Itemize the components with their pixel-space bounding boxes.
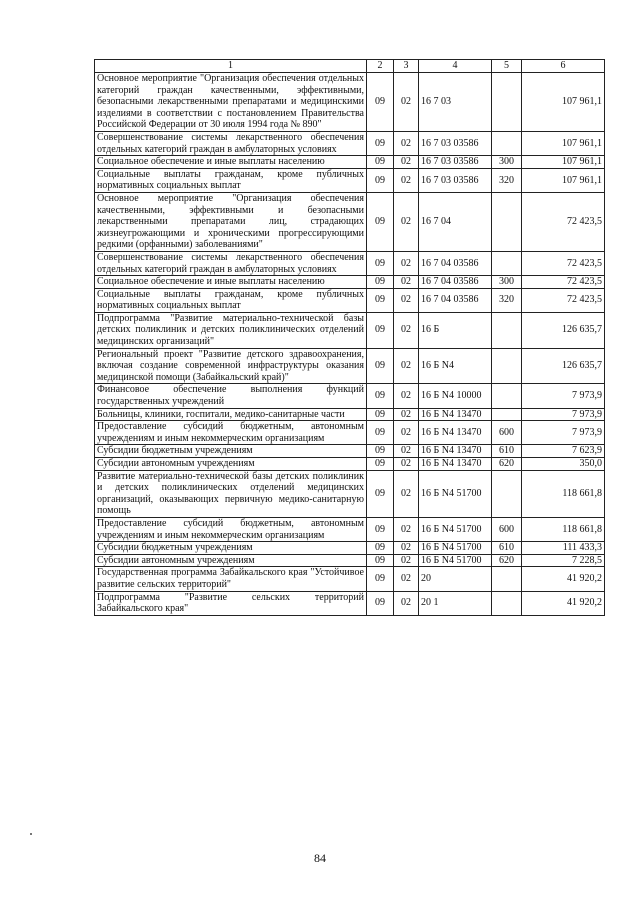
cell-section: 09 (367, 131, 394, 155)
cell-name: Субсидии бюджетным учреждениям (95, 542, 367, 555)
cell-amount: 7 973,9 (522, 408, 605, 421)
table-row (95, 542, 605, 555)
cell-amount: 107 961,1 (522, 156, 605, 169)
cell-target-article: 16 Б N4 13470 (419, 408, 492, 421)
cell-subsection: 02 (394, 458, 419, 471)
table-row (95, 408, 605, 421)
table-header-row (95, 60, 605, 73)
cell-expense-type (492, 192, 522, 251)
page-number: 84 (314, 851, 326, 865)
cell-name: Больницы, клиники, госпитали, медико-санитарные части (95, 408, 367, 421)
cell-amount: 7 973,9 (522, 384, 605, 408)
cell-name: Государственная программа Забайкальского края "Устойчивое развитие сельских территорий" (95, 567, 367, 591)
cell-section: 09 (367, 276, 394, 289)
table-row (95, 192, 605, 251)
budget-table (94, 59, 605, 616)
cell-target-article: 16 Б N4 51700 (419, 517, 492, 541)
cell-name: Подпрограмма "Развитие сельских территорий Забайкальского края" (95, 591, 367, 615)
cell-expense-type: 600 (492, 421, 522, 445)
table-row (95, 348, 605, 384)
cell-name: Основное мероприятие "Организация обеспечения качественными, эффективными и безопасными лекарственными препаратами лиц, страдающих жизнеугрожающими и хроническими прогрессирующими редкими (орфанными) заболеваниями" (95, 192, 367, 251)
cell-name: Развитие материально-технической базы детских поликлиник и детских поликлинических отделений медицинских организаций, оказывающих первичную медико-санитарную помощь (95, 470, 367, 517)
cell-target-article: 16 Б N4 10000 (419, 384, 492, 408)
cell-subsection: 02 (394, 408, 419, 421)
cell-expense-type: 320 (492, 288, 522, 312)
cell-subsection: 02 (394, 251, 419, 275)
cell-expense-type (492, 312, 522, 348)
cell-expense-type: 300 (492, 156, 522, 169)
cell-section: 09 (367, 156, 394, 169)
cell-name: Предоставление субсидий бюджетным, автономным учреждениям и иным некоммерческим организациям (95, 421, 367, 445)
cell-target-article: 16 Б N4 51700 (419, 554, 492, 567)
cell-expense-type: 610 (492, 542, 522, 555)
cell-section: 09 (367, 73, 394, 132)
table-row (95, 554, 605, 567)
header-col-1: 1 (95, 60, 367, 73)
cell-expense-type (492, 567, 522, 591)
cell-section: 09 (367, 168, 394, 192)
cell-expense-type: 620 (492, 554, 522, 567)
cell-subsection: 02 (394, 276, 419, 289)
cell-amount: 41 920,2 (522, 591, 605, 615)
table-row (95, 288, 605, 312)
table-row (95, 384, 605, 408)
header-col-3: 3 (394, 60, 419, 73)
cell-subsection: 02 (394, 591, 419, 615)
header-col-6: 6 (522, 60, 605, 73)
cell-name: Основное мероприятие "Организация обеспечения отдельных категорий граждан качественными, эффективными, безопасными лекарственными препаратами и медицинскими изделиями в соответствии с постановлением Правительства Российской Федерации от 30 июля 1994 года № 890" (95, 73, 367, 132)
cell-amount: 111 433,3 (522, 542, 605, 555)
cell-target-article: 16 7 03 03586 (419, 168, 492, 192)
cell-subsection: 02 (394, 470, 419, 517)
cell-subsection: 02 (394, 156, 419, 169)
cell-target-article: 16 7 03 03586 (419, 131, 492, 155)
table-row (95, 445, 605, 458)
table-row (95, 73, 605, 132)
cell-expense-type (492, 348, 522, 384)
cell-subsection: 02 (394, 168, 419, 192)
cell-section: 09 (367, 517, 394, 541)
cell-section: 09 (367, 251, 394, 275)
cell-amount: 107 961,1 (522, 168, 605, 192)
cell-section: 09 (367, 542, 394, 555)
cell-amount: 118 661,8 (522, 517, 605, 541)
cell-expense-type (492, 591, 522, 615)
cell-section: 09 (367, 312, 394, 348)
cell-amount: 72 423,5 (522, 288, 605, 312)
cell-expense-type (492, 73, 522, 132)
cell-amount: 7 623,9 (522, 445, 605, 458)
cell-name: Подпрограмма "Развитие материально-технической базы детских поликлиник и детских поликлинических отделений медицинских организаций" (95, 312, 367, 348)
header-col-4: 4 (419, 60, 492, 73)
cell-name: Социальное обеспечение и иные выплаты населению (95, 156, 367, 169)
cell-subsection: 02 (394, 73, 419, 132)
table-row (95, 131, 605, 155)
cell-target-article: 16 7 04 03586 (419, 251, 492, 275)
table-row (95, 168, 605, 192)
cell-amount: 72 423,5 (522, 276, 605, 289)
cell-subsection: 02 (394, 348, 419, 384)
cell-amount: 118 661,8 (522, 470, 605, 517)
cell-subsection: 02 (394, 384, 419, 408)
header-col-2: 2 (367, 60, 394, 73)
cell-subsection: 02 (394, 312, 419, 348)
cell-subsection: 02 (394, 288, 419, 312)
cell-amount: 72 423,5 (522, 192, 605, 251)
cell-amount: 126 635,7 (522, 312, 605, 348)
cell-amount: 107 961,1 (522, 73, 605, 132)
header-col-5: 5 (492, 60, 522, 73)
cell-target-article: 16 Б N4 13470 (419, 421, 492, 445)
cell-section: 09 (367, 445, 394, 458)
cell-name: Совершенствование системы лекарственного обеспечения отдельных категорий граждан в амбулаторных условиях (95, 131, 367, 155)
cell-expense-type (492, 408, 522, 421)
cell-target-article: 16 Б N4 51700 (419, 542, 492, 555)
cell-amount: 107 961,1 (522, 131, 605, 155)
cell-target-article: 16 Б N4 (419, 348, 492, 384)
cell-target-article: 16 7 04 (419, 192, 492, 251)
cell-subsection: 02 (394, 554, 419, 567)
cell-section: 09 (367, 470, 394, 517)
table-row (95, 421, 605, 445)
cell-section: 09 (367, 591, 394, 615)
table-row (95, 156, 605, 169)
cell-expense-type (492, 131, 522, 155)
cell-target-article: 16 Б N4 13470 (419, 458, 492, 471)
scan-dot (30, 833, 32, 835)
cell-name: Совершенствование системы лекарственного обеспечения отдельных категорий граждан в амбулаторных условиях (95, 251, 367, 275)
cell-expense-type: 610 (492, 445, 522, 458)
cell-expense-type: 320 (492, 168, 522, 192)
cell-expense-type (492, 470, 522, 517)
cell-section: 09 (367, 421, 394, 445)
table-row (95, 312, 605, 348)
cell-section: 09 (367, 384, 394, 408)
cell-amount: 72 423,5 (522, 251, 605, 275)
cell-name: Социальные выплаты гражданам, кроме публичных нормативных социальных выплат (95, 168, 367, 192)
cell-section: 09 (367, 348, 394, 384)
cell-name: Финансовое обеспечение выполнения функций государственных учреждений (95, 384, 367, 408)
cell-target-article: 20 (419, 567, 492, 591)
cell-name: Субсидии автономным учреждениям (95, 458, 367, 471)
cell-subsection: 02 (394, 567, 419, 591)
cell-subsection: 02 (394, 445, 419, 458)
cell-name: Предоставление субсидий бюджетным, автономным учреждениям и иным некоммерческим организациям (95, 517, 367, 541)
cell-target-article: 16 7 04 03586 (419, 288, 492, 312)
cell-subsection: 02 (394, 517, 419, 541)
table-row (95, 470, 605, 517)
cell-subsection: 02 (394, 542, 419, 555)
cell-amount: 350,0 (522, 458, 605, 471)
cell-name: Социальное обеспечение и иные выплаты населению (95, 276, 367, 289)
cell-name: Субсидии бюджетным учреждениям (95, 445, 367, 458)
cell-target-article: 16 7 04 03586 (419, 276, 492, 289)
cell-target-article: 16 7 03 03586 (419, 156, 492, 169)
cell-name: Социальные выплаты гражданам, кроме публичных нормативных социальных выплат (95, 288, 367, 312)
cell-target-article: 16 Б N4 51700 (419, 470, 492, 517)
cell-section: 09 (367, 554, 394, 567)
table-row (95, 251, 605, 275)
cell-expense-type (492, 251, 522, 275)
cell-target-article: 16 7 03 (419, 73, 492, 132)
cell-expense-type (492, 384, 522, 408)
cell-target-article: 20 1 (419, 591, 492, 615)
cell-amount: 126 635,7 (522, 348, 605, 384)
table-row (95, 276, 605, 289)
table-body (95, 73, 605, 616)
cell-name: Региональный проект "Развитие детского здравоохранения, включая создание современной инфраструктуры оказания медицинской помощи (Забайкальский край)" (95, 348, 367, 384)
table-row (95, 591, 605, 615)
cell-expense-type: 300 (492, 276, 522, 289)
cell-amount: 7 973,9 (522, 421, 605, 445)
cell-section: 09 (367, 567, 394, 591)
cell-section: 09 (367, 408, 394, 421)
cell-target-article: 16 Б (419, 312, 492, 348)
cell-amount: 41 920,2 (522, 567, 605, 591)
cell-subsection: 02 (394, 421, 419, 445)
table-row (95, 567, 605, 591)
cell-subsection: 02 (394, 192, 419, 251)
cell-amount: 7 228,5 (522, 554, 605, 567)
cell-expense-type: 600 (492, 517, 522, 541)
cell-name: Субсидии автономным учреждениям (95, 554, 367, 567)
cell-section: 09 (367, 458, 394, 471)
cell-section: 09 (367, 192, 394, 251)
cell-expense-type: 620 (492, 458, 522, 471)
cell-target-article: 16 Б N4 13470 (419, 445, 492, 458)
cell-subsection: 02 (394, 131, 419, 155)
table-row (95, 458, 605, 471)
cell-section: 09 (367, 288, 394, 312)
table-row (95, 517, 605, 541)
